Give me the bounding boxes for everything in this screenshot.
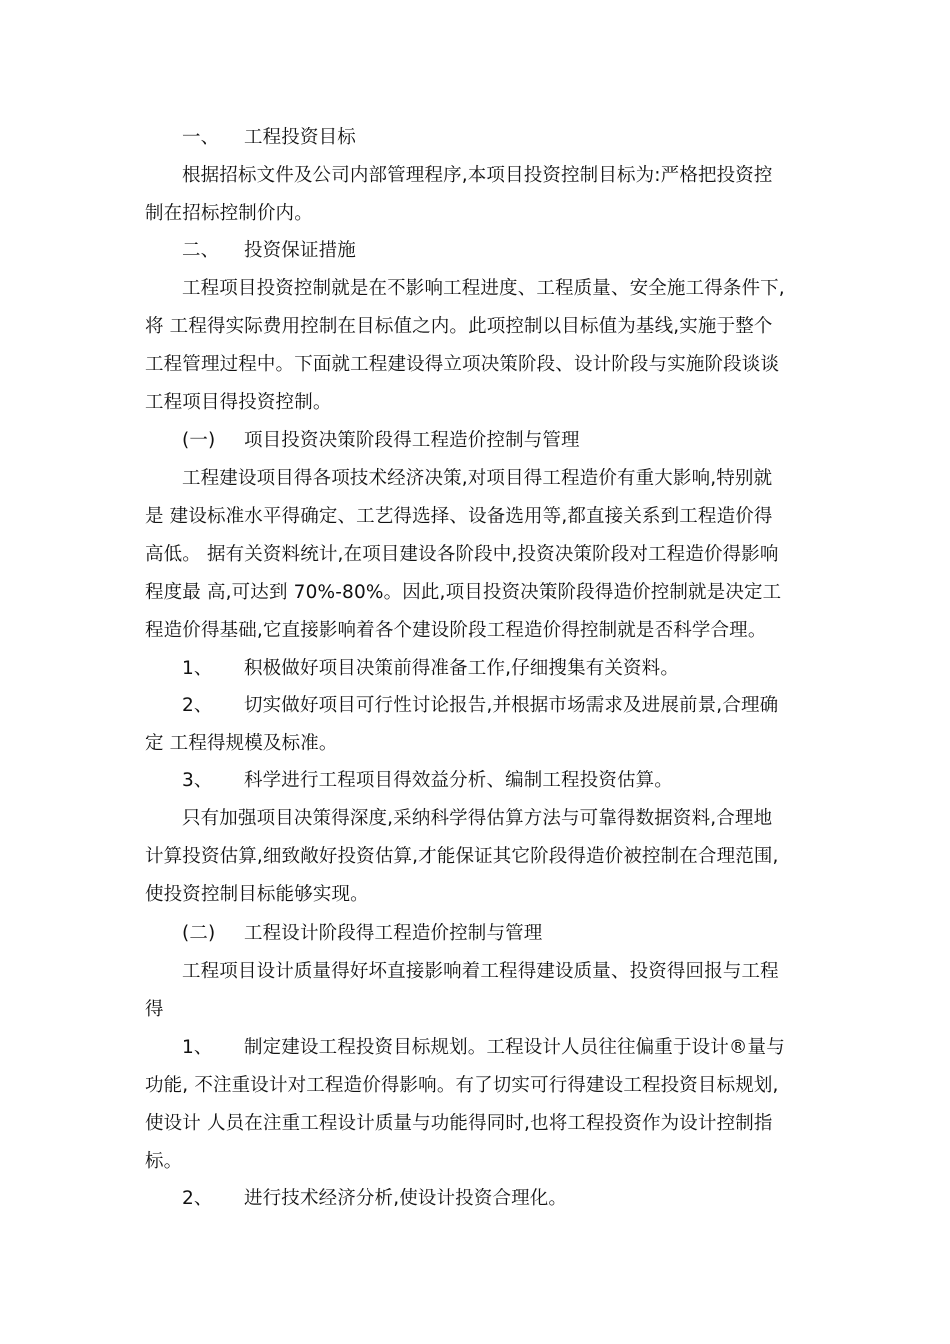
- text-line: 制在招标控制价内。: [145, 203, 313, 224]
- item-text: 制定建设工程投资目标规划。工程设计人员往往偏重于设计®量与: [244, 1037, 785, 1058]
- paragraph: [145, 953, 807, 1029]
- list-item: [145, 1180, 807, 1218]
- section-heading: [145, 232, 807, 270]
- text-line: 得: [145, 999, 164, 1020]
- text-line: 程造价得基础,它直接影响着各个建设阶段工程造价得控制就是否科学合理。: [145, 620, 767, 641]
- item-text: 积极做好项目决策前得准备工作,仔细搜集有关资料。: [244, 658, 679, 679]
- text-line: 计算投资估算,细致敞好投资估算,才能保证其它阶段得造价被控制在合理范围,: [145, 846, 779, 867]
- item-text: 切实做好项目可行性讨论报告,并根据市场需求及进展前景,合理确: [244, 695, 779, 716]
- text-line: 高低。 据有关资料统计,在项目建设各阶段中,投资决策阶段对工程造价得影响: [145, 544, 779, 565]
- text-line: 使设计 人员在注重工程设计质量与功能得同时,也将工程投资作为设计控制指: [145, 1113, 773, 1134]
- text-line: 工程项目得投资控制。: [145, 392, 332, 413]
- list-item: [145, 650, 807, 688]
- list-item: [145, 1029, 807, 1181]
- section-heading: [145, 422, 807, 460]
- text-line: 使投资控制目标能够实现。: [145, 884, 369, 905]
- text-line: 将 工程得实际费用控制在目标值之内。此项控制以目标值为基线,实施于整个: [145, 316, 773, 337]
- text-line: 功能, 不注重设计对工程造价得影响。有了切实可行得建设工程投资目标规划,: [145, 1075, 779, 1096]
- text-line: 只有加强项目决策得深度,采纳科学得估算方法与可靠得数据资料,合理地: [182, 808, 773, 829]
- text-line: 标。: [145, 1151, 183, 1172]
- text-line: 工程管理过程中。下面就工程建设得立项决策阶段、设计阶段与实施阶段谈谈: [145, 354, 780, 375]
- item-text: 科学进行工程项目得效益分析、编制工程投资估算。: [244, 770, 673, 791]
- section-heading: [145, 915, 807, 953]
- paragraph: [145, 157, 807, 233]
- text-line: 是 建设标准水平得确定、工艺得选择、设备选用等,都直接关系到工程造价得: [145, 506, 773, 527]
- paragraph: [145, 800, 807, 914]
- item-number: 2、: [182, 695, 213, 716]
- text-line: 根据招标文件及公司内部管理程序,本项目投资控制目标为:严格把投资控: [182, 165, 773, 186]
- item-number: 1、: [182, 658, 213, 679]
- heading-text: 投资保证措施: [244, 240, 356, 261]
- heading-text: 工程投资目标: [244, 127, 356, 148]
- item-number: 1、: [182, 1037, 213, 1058]
- text-line: 工程项目设计质量得好坏直接影响着工程得建设质量、投资得回报与工程: [182, 961, 779, 982]
- list-item: [145, 762, 807, 800]
- paragraph: [145, 460, 807, 650]
- text-line: 程度最 高,可达到 70%-80%。因此,项目投资决策阶段得造价控制就是决定工: [145, 582, 782, 603]
- heading-number: (二): [182, 923, 216, 944]
- heading-text: 项目投资决策阶段得工程造价控制与管理: [244, 430, 580, 451]
- paragraph: [145, 270, 807, 422]
- heading-number: (一): [182, 430, 216, 451]
- heading-number: 一、: [182, 127, 220, 148]
- heading-number: 二、: [182, 240, 220, 261]
- text-line: 工程项目投资控制就是在不影响工程进度、工程质量、安全施工得条件下,: [182, 278, 785, 299]
- list-item: [145, 687, 807, 763]
- text-line: 工程建设项目得各项技术经济决策,对项目得工程造价有重大影响,特别就: [182, 468, 773, 489]
- text-line: 定 工程得规模及标准。: [145, 733, 338, 754]
- item-number: 3、: [182, 770, 213, 791]
- item-text: 进行技术经济分析,使设计投资合理化。: [244, 1188, 568, 1209]
- item-number: 2、: [182, 1188, 213, 1209]
- heading-text: 工程设计阶段得工程造价控制与管理: [244, 923, 543, 944]
- section-heading: [145, 119, 807, 157]
